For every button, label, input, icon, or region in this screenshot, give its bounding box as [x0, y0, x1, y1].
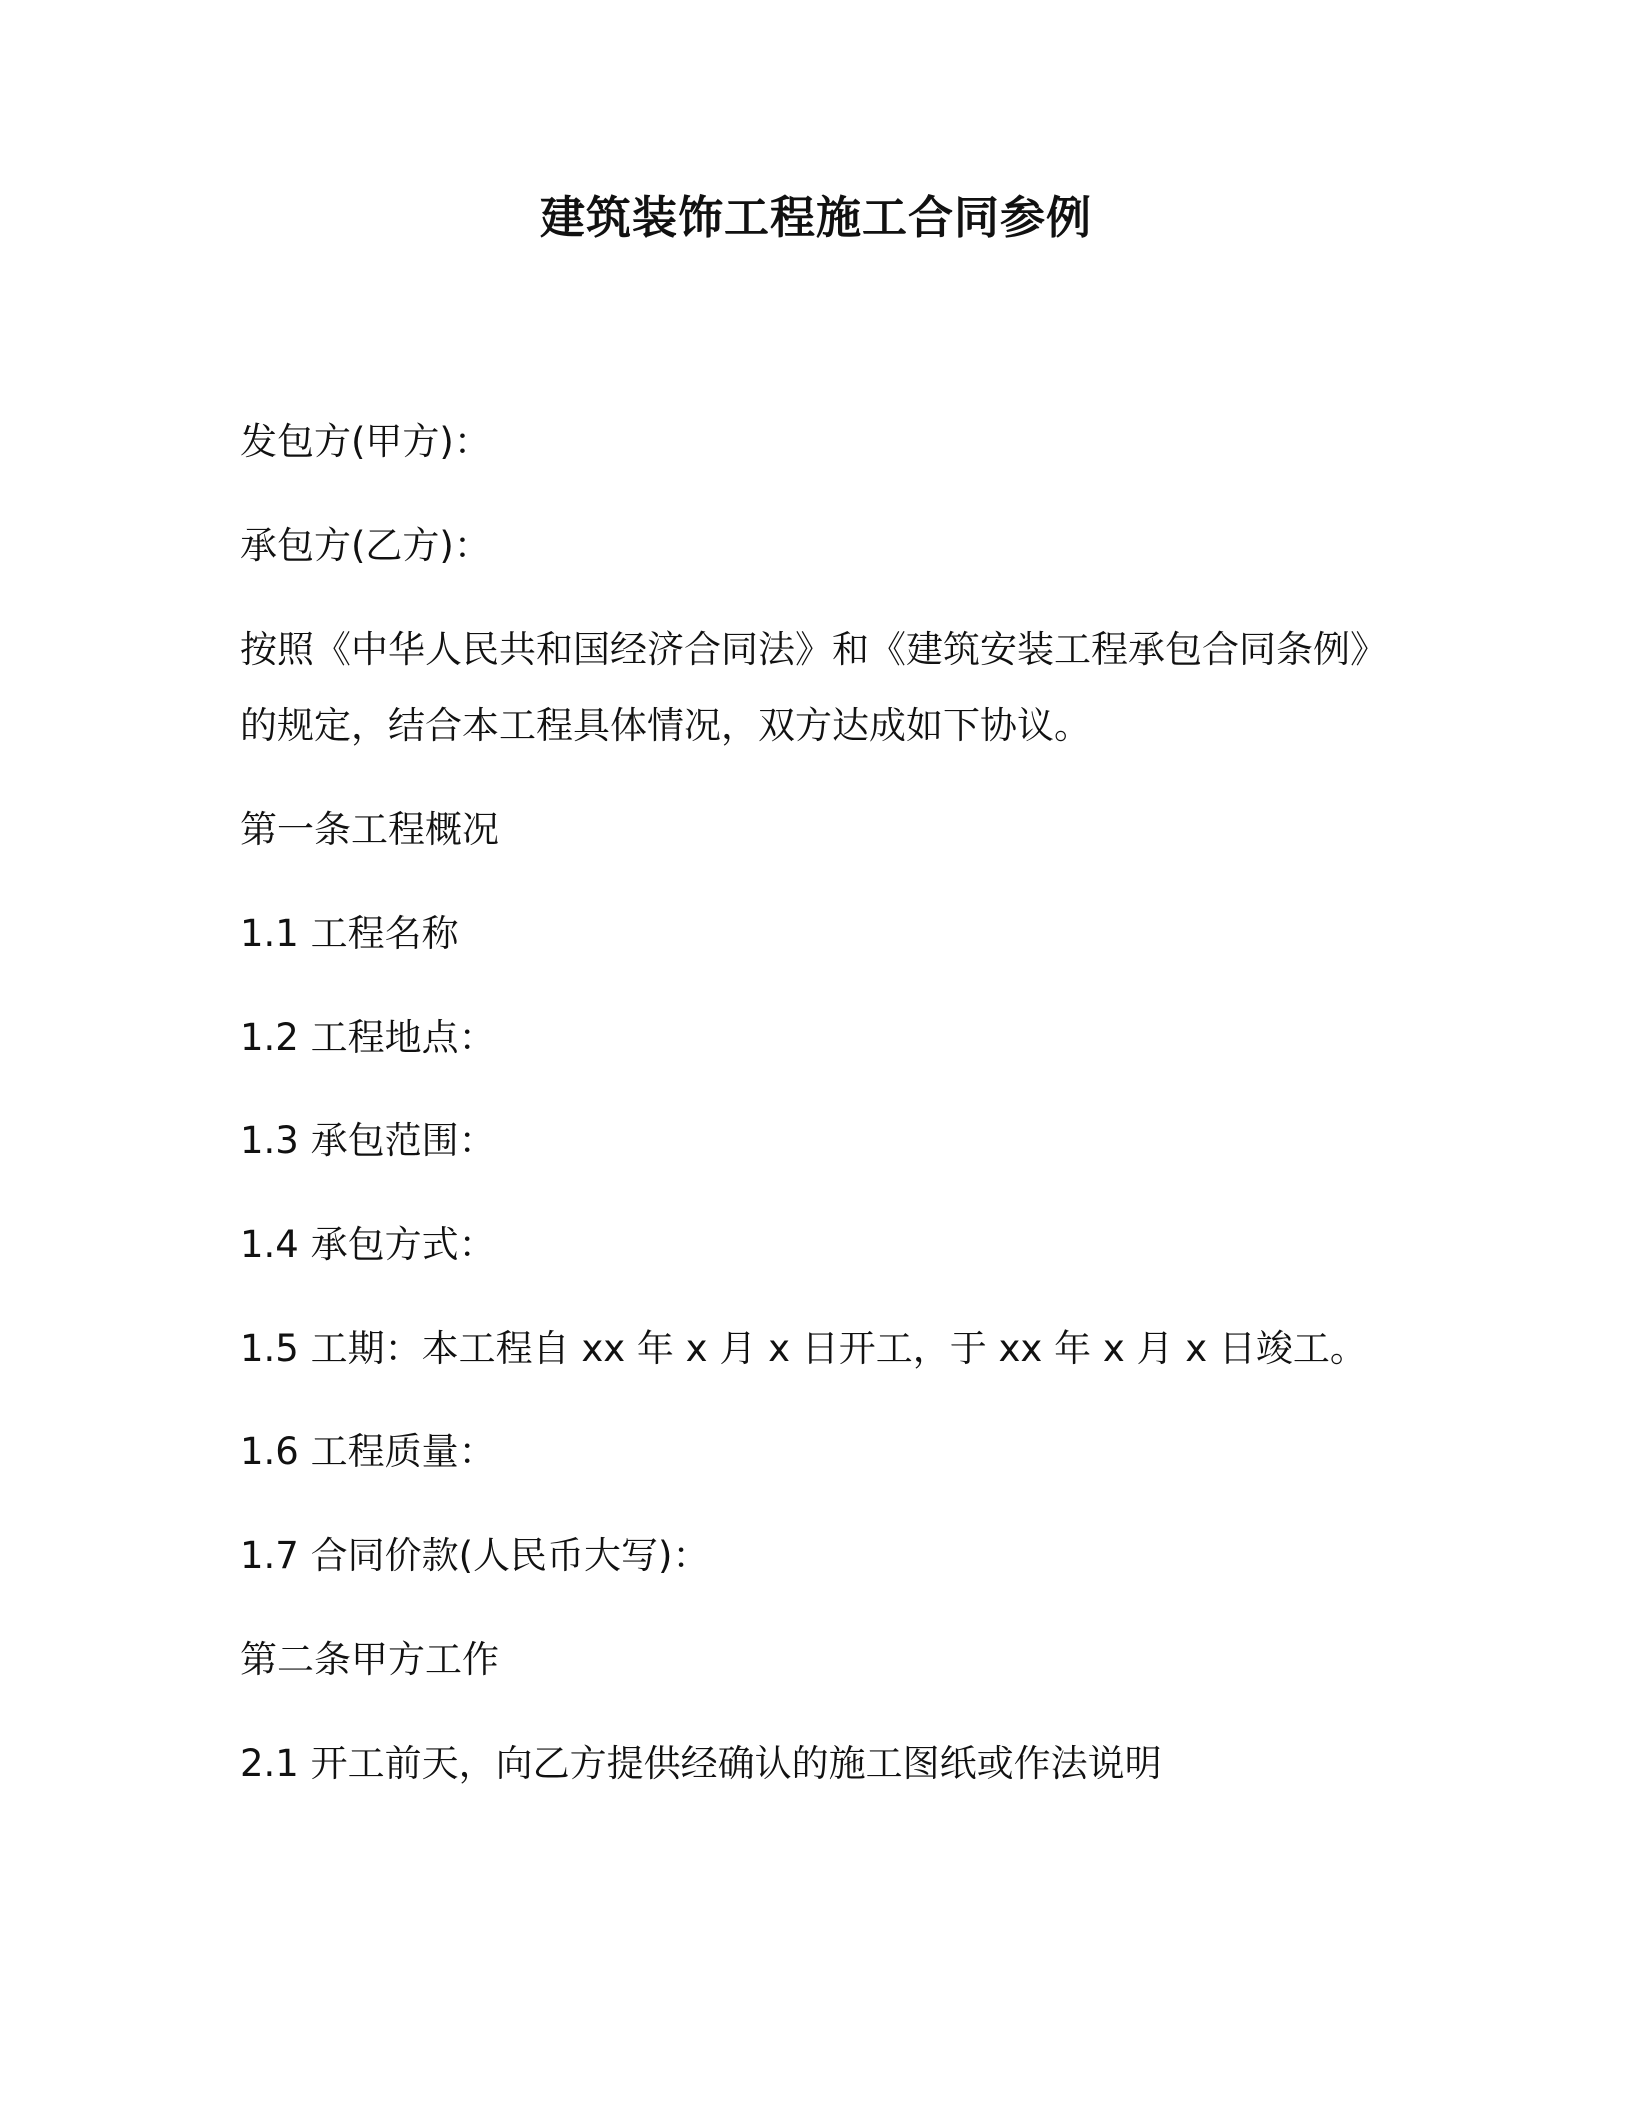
preamble-line-2: 的规定，结合本工程具体情况，双方达成如下协议。: [240, 704, 1091, 747]
item-2-1: 2.1 开工前天，向乙方提供经确认的施工图纸或作法说明: [240, 1742, 1162, 1785]
party-b-line: 承包方(乙方)：: [240, 524, 491, 567]
item-1-3: 1.3 承包范围：: [240, 1119, 496, 1162]
item-1-2: 1.2 工程地点：: [240, 1016, 496, 1059]
item-1-1: 1.1 工程名称: [240, 912, 459, 955]
document-title: 建筑装饰工程施工合同参例: [539, 191, 1092, 244]
party-a-line: 发包方(甲方)：: [240, 420, 491, 463]
item-1-4: 1.4 承包方式：: [240, 1223, 496, 1266]
preamble-line-1: 按照《中华人民共和国经济合同法》和《建筑安装工程承包合同条例》: [240, 628, 1387, 671]
item-1-6: 1.6 工程质量：: [240, 1430, 496, 1473]
item-1-5: 1.5 工期：本工程自 xx 年 x 月 x 日开工，于 xx 年 x 月 x 日竣工。: [240, 1327, 1367, 1370]
article-1-heading: 第一条工程概况: [240, 808, 499, 851]
item-1-7: 1.7 合同价款(人民币大写)：: [240, 1534, 710, 1577]
article-2-heading: 第二条甲方工作: [240, 1638, 499, 1681]
